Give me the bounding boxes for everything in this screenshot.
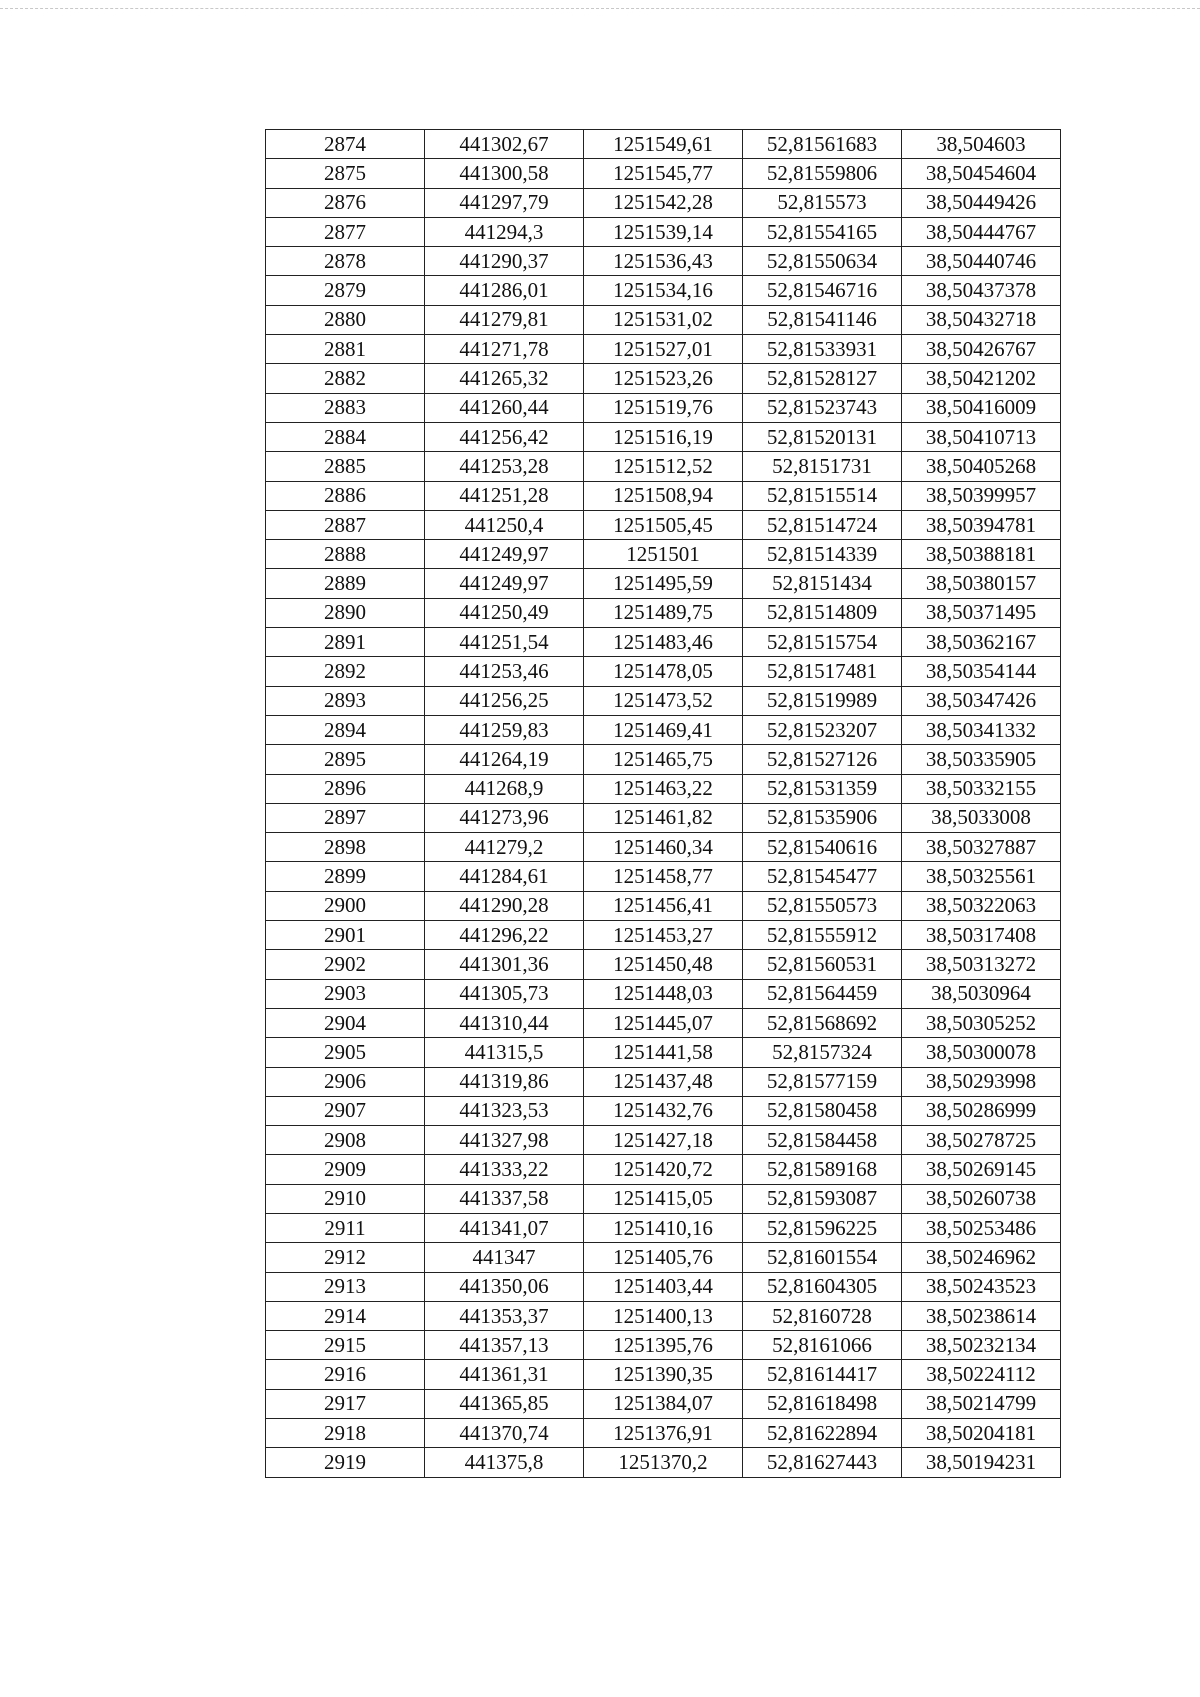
point-number-cell: 2909 (266, 1155, 425, 1184)
latitude-cell: 52,81554165 (743, 217, 902, 246)
y-coordinate-cell: 1251415,05 (584, 1184, 743, 1213)
longitude-cell: 38,50354144 (902, 657, 1061, 686)
y-coordinate-cell: 1251395,76 (584, 1331, 743, 1360)
latitude-cell: 52,81550573 (743, 891, 902, 920)
x-coordinate-cell: 441250,4 (425, 510, 584, 539)
y-coordinate-cell: 1251456,41 (584, 891, 743, 920)
latitude-cell: 52,81546716 (743, 276, 902, 305)
point-number-cell: 2906 (266, 1067, 425, 1096)
y-coordinate-cell: 1251410,16 (584, 1213, 743, 1242)
latitude-cell: 52,81517481 (743, 657, 902, 686)
latitude-cell: 52,81514724 (743, 510, 902, 539)
table-row (266, 628, 1061, 657)
latitude-cell: 52,81614417 (743, 1360, 902, 1389)
table-row (266, 422, 1061, 451)
point-number-cell: 2899 (266, 862, 425, 891)
latitude-cell: 52,81535906 (743, 803, 902, 832)
longitude-cell: 38,50278725 (902, 1126, 1061, 1155)
y-coordinate-cell: 1251432,76 (584, 1096, 743, 1125)
coordinates-table (265, 129, 1061, 1478)
y-coordinate-cell: 1251545,77 (584, 159, 743, 188)
longitude-cell: 38,50416009 (902, 393, 1061, 422)
longitude-cell: 38,5030964 (902, 979, 1061, 1008)
longitude-cell: 38,50293998 (902, 1067, 1061, 1096)
table-row (266, 1243, 1061, 1272)
y-coordinate-cell: 1251405,76 (584, 1243, 743, 1272)
latitude-cell: 52,81533931 (743, 335, 902, 364)
latitude-cell: 52,81577159 (743, 1067, 902, 1096)
table-row (266, 833, 1061, 862)
coordinates-table-body (266, 130, 1061, 1478)
table-row (266, 1096, 1061, 1125)
latitude-cell: 52,81514339 (743, 540, 902, 569)
point-number-cell: 2875 (266, 159, 425, 188)
y-coordinate-cell: 1251519,76 (584, 393, 743, 422)
y-coordinate-cell: 1251461,82 (584, 803, 743, 832)
latitude-cell: 52,81545477 (743, 862, 902, 891)
table-row (266, 510, 1061, 539)
point-number-cell: 2910 (266, 1184, 425, 1213)
y-coordinate-cell: 1251505,45 (584, 510, 743, 539)
table-row (266, 1213, 1061, 1242)
table-row (266, 1389, 1061, 1418)
y-coordinate-cell: 1251465,75 (584, 745, 743, 774)
table-row (266, 1038, 1061, 1067)
longitude-cell: 38,50449426 (902, 188, 1061, 217)
longitude-cell: 38,50454604 (902, 159, 1061, 188)
point-number-cell: 2874 (266, 130, 425, 159)
latitude-cell: 52,81541146 (743, 305, 902, 334)
y-coordinate-cell: 1251445,07 (584, 1008, 743, 1037)
point-number-cell: 2881 (266, 335, 425, 364)
table-row (266, 1301, 1061, 1330)
y-coordinate-cell: 1251390,35 (584, 1360, 743, 1389)
point-number-cell: 2919 (266, 1448, 425, 1477)
x-coordinate-cell: 441337,58 (425, 1184, 584, 1213)
longitude-cell: 38,50246962 (902, 1243, 1061, 1272)
x-coordinate-cell: 441361,31 (425, 1360, 584, 1389)
latitude-cell: 52,81520131 (743, 422, 902, 451)
longitude-cell: 38,50317408 (902, 921, 1061, 950)
y-coordinate-cell: 1251478,05 (584, 657, 743, 686)
point-number-cell: 2912 (266, 1243, 425, 1272)
x-coordinate-cell: 441251,28 (425, 481, 584, 510)
table-row (266, 335, 1061, 364)
y-coordinate-cell: 1251448,03 (584, 979, 743, 1008)
x-coordinate-cell: 441333,22 (425, 1155, 584, 1184)
y-coordinate-cell: 1251539,14 (584, 217, 743, 246)
table-row (266, 569, 1061, 598)
longitude-cell: 38,50305252 (902, 1008, 1061, 1037)
scan-edge-line (0, 8, 1200, 9)
table-row (266, 950, 1061, 979)
point-number-cell: 2900 (266, 891, 425, 920)
table-row (266, 1272, 1061, 1301)
latitude-cell: 52,81523743 (743, 393, 902, 422)
table-row (266, 364, 1061, 393)
table-row (266, 130, 1061, 159)
point-number-cell: 2885 (266, 452, 425, 481)
longitude-cell: 38,50332155 (902, 774, 1061, 803)
longitude-cell: 38,50327887 (902, 833, 1061, 862)
table-row (266, 1184, 1061, 1213)
latitude-cell: 52,81584458 (743, 1126, 902, 1155)
y-coordinate-cell: 1251536,43 (584, 247, 743, 276)
x-coordinate-cell: 441286,01 (425, 276, 584, 305)
longitude-cell: 38,50224112 (902, 1360, 1061, 1389)
table-row (266, 305, 1061, 334)
longitude-cell: 38,50410713 (902, 422, 1061, 451)
y-coordinate-cell: 1251453,27 (584, 921, 743, 950)
latitude-cell: 52,81622894 (743, 1419, 902, 1448)
longitude-cell: 38,50286999 (902, 1096, 1061, 1125)
y-coordinate-cell: 1251473,52 (584, 686, 743, 715)
x-coordinate-cell: 441279,81 (425, 305, 584, 334)
longitude-cell: 38,50322063 (902, 891, 1061, 920)
x-coordinate-cell: 441375,8 (425, 1448, 584, 1477)
longitude-cell: 38,50394781 (902, 510, 1061, 539)
x-coordinate-cell: 441294,3 (425, 217, 584, 246)
point-number-cell: 2902 (266, 950, 425, 979)
x-coordinate-cell: 441290,37 (425, 247, 584, 276)
point-number-cell: 2905 (266, 1038, 425, 1067)
table-row (266, 862, 1061, 891)
x-coordinate-cell: 441297,79 (425, 188, 584, 217)
x-coordinate-cell: 441260,44 (425, 393, 584, 422)
latitude-cell: 52,81555912 (743, 921, 902, 950)
latitude-cell: 52,81527126 (743, 745, 902, 774)
point-number-cell: 2907 (266, 1096, 425, 1125)
x-coordinate-cell: 441370,74 (425, 1419, 584, 1448)
point-number-cell: 2892 (266, 657, 425, 686)
table-row (266, 159, 1061, 188)
y-coordinate-cell: 1251370,2 (584, 1448, 743, 1477)
point-number-cell: 2876 (266, 188, 425, 217)
y-coordinate-cell: 1251427,18 (584, 1126, 743, 1155)
longitude-cell: 38,50380157 (902, 569, 1061, 598)
longitude-cell: 38,50300078 (902, 1038, 1061, 1067)
latitude-cell: 52,8157324 (743, 1038, 902, 1067)
latitude-cell: 52,81593087 (743, 1184, 902, 1213)
table-row (266, 657, 1061, 686)
y-coordinate-cell: 1251489,75 (584, 598, 743, 627)
point-number-cell: 2903 (266, 979, 425, 1008)
latitude-cell: 52,81580458 (743, 1096, 902, 1125)
y-coordinate-cell: 1251483,46 (584, 628, 743, 657)
table-row (266, 598, 1061, 627)
longitude-cell: 38,50444767 (902, 217, 1061, 246)
latitude-cell: 52,81568692 (743, 1008, 902, 1037)
latitude-cell: 52,81559806 (743, 159, 902, 188)
table-row (266, 481, 1061, 510)
y-coordinate-cell: 1251531,02 (584, 305, 743, 334)
table-row (266, 979, 1061, 1008)
table-row (266, 1155, 1061, 1184)
x-coordinate-cell: 441253,46 (425, 657, 584, 686)
y-coordinate-cell: 1251441,58 (584, 1038, 743, 1067)
point-number-cell: 2895 (266, 745, 425, 774)
latitude-cell: 52,8151731 (743, 452, 902, 481)
x-coordinate-cell: 441265,32 (425, 364, 584, 393)
latitude-cell: 52,81564459 (743, 979, 902, 1008)
x-coordinate-cell: 441253,28 (425, 452, 584, 481)
longitude-cell: 38,5033008 (902, 803, 1061, 832)
point-number-cell: 2908 (266, 1126, 425, 1155)
x-coordinate-cell: 441264,19 (425, 745, 584, 774)
x-coordinate-cell: 441256,25 (425, 686, 584, 715)
x-coordinate-cell: 441310,44 (425, 1008, 584, 1037)
x-coordinate-cell: 441350,06 (425, 1272, 584, 1301)
x-coordinate-cell: 441319,86 (425, 1067, 584, 1096)
longitude-cell: 38,50325561 (902, 862, 1061, 891)
longitude-cell: 38,50214799 (902, 1389, 1061, 1418)
x-coordinate-cell: 441305,73 (425, 979, 584, 1008)
y-coordinate-cell: 1251516,19 (584, 422, 743, 451)
point-number-cell: 2879 (266, 276, 425, 305)
point-number-cell: 2913 (266, 1272, 425, 1301)
latitude-cell: 52,81531359 (743, 774, 902, 803)
point-number-cell: 2918 (266, 1419, 425, 1448)
point-number-cell: 2877 (266, 217, 425, 246)
latitude-cell: 52,81514809 (743, 598, 902, 627)
y-coordinate-cell: 1251508,94 (584, 481, 743, 510)
table-row (266, 715, 1061, 744)
y-coordinate-cell: 1251376,91 (584, 1419, 743, 1448)
longitude-cell: 38,50232134 (902, 1331, 1061, 1360)
table-row (266, 686, 1061, 715)
latitude-cell: 52,81528127 (743, 364, 902, 393)
longitude-cell: 38,50388181 (902, 540, 1061, 569)
longitude-cell: 38,50426767 (902, 335, 1061, 364)
x-coordinate-cell: 441273,96 (425, 803, 584, 832)
table-row (266, 745, 1061, 774)
point-number-cell: 2901 (266, 921, 425, 950)
y-coordinate-cell: 1251463,22 (584, 774, 743, 803)
latitude-cell: 52,81627443 (743, 1448, 902, 1477)
y-coordinate-cell: 1251403,44 (584, 1272, 743, 1301)
x-coordinate-cell: 441284,61 (425, 862, 584, 891)
table-row (266, 393, 1061, 422)
x-coordinate-cell: 441279,2 (425, 833, 584, 862)
latitude-cell: 52,81596225 (743, 1213, 902, 1242)
latitude-cell: 52,81515514 (743, 481, 902, 510)
x-coordinate-cell: 441249,97 (425, 540, 584, 569)
point-number-cell: 2884 (266, 422, 425, 451)
table-row (266, 1419, 1061, 1448)
point-number-cell: 2891 (266, 628, 425, 657)
table-row (266, 217, 1061, 246)
latitude-cell: 52,81589168 (743, 1155, 902, 1184)
latitude-cell: 52,81561683 (743, 130, 902, 159)
table-row (266, 891, 1061, 920)
x-coordinate-cell: 441365,85 (425, 1389, 584, 1418)
y-coordinate-cell: 1251534,16 (584, 276, 743, 305)
point-number-cell: 2886 (266, 481, 425, 510)
x-coordinate-cell: 441301,36 (425, 950, 584, 979)
longitude-cell: 38,50437378 (902, 276, 1061, 305)
latitude-cell: 52,81515754 (743, 628, 902, 657)
longitude-cell: 38,50335905 (902, 745, 1061, 774)
latitude-cell: 52,81519989 (743, 686, 902, 715)
point-number-cell: 2894 (266, 715, 425, 744)
point-number-cell: 2888 (266, 540, 425, 569)
y-coordinate-cell: 1251523,26 (584, 364, 743, 393)
x-coordinate-cell: 441327,98 (425, 1126, 584, 1155)
latitude-cell: 52,81560531 (743, 950, 902, 979)
table-row (266, 1360, 1061, 1389)
latitude-cell: 52,81540616 (743, 833, 902, 862)
point-number-cell: 2887 (266, 510, 425, 539)
y-coordinate-cell: 1251542,28 (584, 188, 743, 217)
point-number-cell: 2897 (266, 803, 425, 832)
x-coordinate-cell: 441347 (425, 1243, 584, 1272)
x-coordinate-cell: 441256,42 (425, 422, 584, 451)
y-coordinate-cell: 1251437,48 (584, 1067, 743, 1096)
x-coordinate-cell: 441323,53 (425, 1096, 584, 1125)
table-row (266, 921, 1061, 950)
longitude-cell: 38,50371495 (902, 598, 1061, 627)
table-row (266, 1008, 1061, 1037)
longitude-cell: 38,504603 (902, 130, 1061, 159)
x-coordinate-cell: 441268,9 (425, 774, 584, 803)
table-row (266, 247, 1061, 276)
y-coordinate-cell: 1251512,52 (584, 452, 743, 481)
longitude-cell: 38,50238614 (902, 1301, 1061, 1330)
y-coordinate-cell: 1251384,07 (584, 1389, 743, 1418)
point-number-cell: 2915 (266, 1331, 425, 1360)
x-coordinate-cell: 441357,13 (425, 1331, 584, 1360)
table-row (266, 1448, 1061, 1477)
x-coordinate-cell: 441341,07 (425, 1213, 584, 1242)
latitude-cell: 52,81604305 (743, 1272, 902, 1301)
longitude-cell: 38,50204181 (902, 1419, 1061, 1448)
table-row (266, 1067, 1061, 1096)
x-coordinate-cell: 441259,83 (425, 715, 584, 744)
x-coordinate-cell: 441300,58 (425, 159, 584, 188)
x-coordinate-cell: 441315,5 (425, 1038, 584, 1067)
latitude-cell: 52,81550634 (743, 247, 902, 276)
table-row (266, 1331, 1061, 1360)
table-row (266, 774, 1061, 803)
longitude-cell: 38,50194231 (902, 1448, 1061, 1477)
longitude-cell: 38,50405268 (902, 452, 1061, 481)
longitude-cell: 38,50313272 (902, 950, 1061, 979)
y-coordinate-cell: 1251527,01 (584, 335, 743, 364)
table-row (266, 188, 1061, 217)
y-coordinate-cell: 1251420,72 (584, 1155, 743, 1184)
x-coordinate-cell: 441302,67 (425, 130, 584, 159)
x-coordinate-cell: 441353,37 (425, 1301, 584, 1330)
longitude-cell: 38,50243523 (902, 1272, 1061, 1301)
latitude-cell: 52,81618498 (743, 1389, 902, 1418)
y-coordinate-cell: 1251450,48 (584, 950, 743, 979)
point-number-cell: 2898 (266, 833, 425, 862)
longitude-cell: 38,50341332 (902, 715, 1061, 744)
x-coordinate-cell: 441296,22 (425, 921, 584, 950)
y-coordinate-cell: 1251501 (584, 540, 743, 569)
point-number-cell: 2889 (266, 569, 425, 598)
table-row (266, 452, 1061, 481)
table-row (266, 540, 1061, 569)
longitude-cell: 38,50347426 (902, 686, 1061, 715)
latitude-cell: 52,81523207 (743, 715, 902, 744)
y-coordinate-cell: 1251400,13 (584, 1301, 743, 1330)
latitude-cell: 52,815573 (743, 188, 902, 217)
point-number-cell: 2914 (266, 1301, 425, 1330)
point-number-cell: 2911 (266, 1213, 425, 1242)
longitude-cell: 38,50399957 (902, 481, 1061, 510)
longitude-cell: 38,50253486 (902, 1213, 1061, 1242)
longitude-cell: 38,50362167 (902, 628, 1061, 657)
longitude-cell: 38,50440746 (902, 247, 1061, 276)
y-coordinate-cell: 1251460,34 (584, 833, 743, 862)
y-coordinate-cell: 1251549,61 (584, 130, 743, 159)
point-number-cell: 2890 (266, 598, 425, 627)
latitude-cell: 52,81601554 (743, 1243, 902, 1272)
point-number-cell: 2880 (266, 305, 425, 334)
longitude-cell: 38,50269145 (902, 1155, 1061, 1184)
y-coordinate-cell: 1251495,59 (584, 569, 743, 598)
x-coordinate-cell: 441271,78 (425, 335, 584, 364)
latitude-cell: 52,8151434 (743, 569, 902, 598)
point-number-cell: 2893 (266, 686, 425, 715)
y-coordinate-cell: 1251458,77 (584, 862, 743, 891)
latitude-cell: 52,8160728 (743, 1301, 902, 1330)
table-row (266, 1126, 1061, 1155)
x-coordinate-cell: 441250,49 (425, 598, 584, 627)
table-row (266, 276, 1061, 305)
point-number-cell: 2883 (266, 393, 425, 422)
longitude-cell: 38,50260738 (902, 1184, 1061, 1213)
y-coordinate-cell: 1251469,41 (584, 715, 743, 744)
x-coordinate-cell: 441290,28 (425, 891, 584, 920)
point-number-cell: 2878 (266, 247, 425, 276)
latitude-cell: 52,8161066 (743, 1331, 902, 1360)
point-number-cell: 2896 (266, 774, 425, 803)
point-number-cell: 2904 (266, 1008, 425, 1037)
table-row (266, 803, 1061, 832)
longitude-cell: 38,50421202 (902, 364, 1061, 393)
point-number-cell: 2916 (266, 1360, 425, 1389)
longitude-cell: 38,50432718 (902, 305, 1061, 334)
point-number-cell: 2882 (266, 364, 425, 393)
x-coordinate-cell: 441251,54 (425, 628, 584, 657)
point-number-cell: 2917 (266, 1389, 425, 1418)
x-coordinate-cell: 441249,97 (425, 569, 584, 598)
